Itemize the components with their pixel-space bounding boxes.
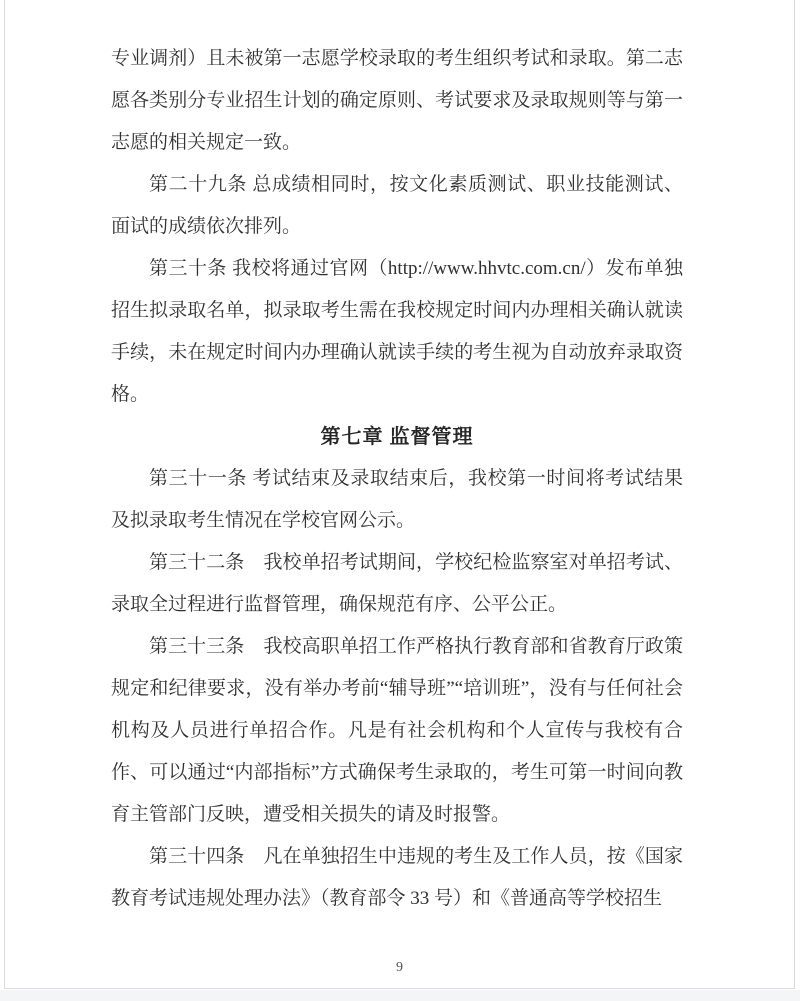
page-bottom-gutter [0,990,800,1001]
paragraph-article-30: 第三十条 我校将通过官网（http://www.hhvtc.com.cn/）发布单独招生拟录取名单，拟录取考生需在我校规定时间内办理相关确认就读手续，未在规定时间内办理确认就读手续的考生视为自动放弃录取资格。 [111,258,683,405]
chapter-heading: 第七章 监督管理 [320,426,474,448]
page-sheet [4,0,795,989]
page-number: 9 [396,960,403,975]
paragraph-article-33: 第三十三条 我校高职单招工作严格执行教育部和省教育厅政策规定和纪律要求，没有举办考前“辅导班”“培训班”，没有与任何社会机构及人员进行单招合作。凡是有社会机构和个人宣传与我校有合作、可以通过“内部指标”方式确保考生录取的，考生可第一时间向教育主管部门反映，遭受相关损失的请及时报警。 [111,636,683,825]
paragraph-article-34: 第三十四条 凡在单独招生中违规的考生及工作人员，按《国家教育考试违规处理办法》（教育部令 33 号）和《普通高等学校招生 [111,846,683,909]
document-content [111,38,683,920]
paragraph-article-32: 第三十二条 我校单招考试期间，学校纪检监察室对单招考试、录取全过程进行监督管理，确保规范有序、公平公正。 [111,552,683,615]
paragraph-continuation: 专业调剂）且未被第一志愿学校录取的考生组织考试和录取。第二志愿各类别分专业招生计划的确定原则、考试要求及录取规则等与第一志愿的相关规定一致。 [111,48,683,153]
paragraph-article-31: 第三十一条 考试结束及录取结束后，我校第一时间将考试结果及拟录取考生情况在学校官网公示。 [111,468,683,531]
paragraph-article-29: 第二十九条 总成绩相同时，按文化素质测试、职业技能测试、面试的成绩依次排列。 [111,174,683,237]
